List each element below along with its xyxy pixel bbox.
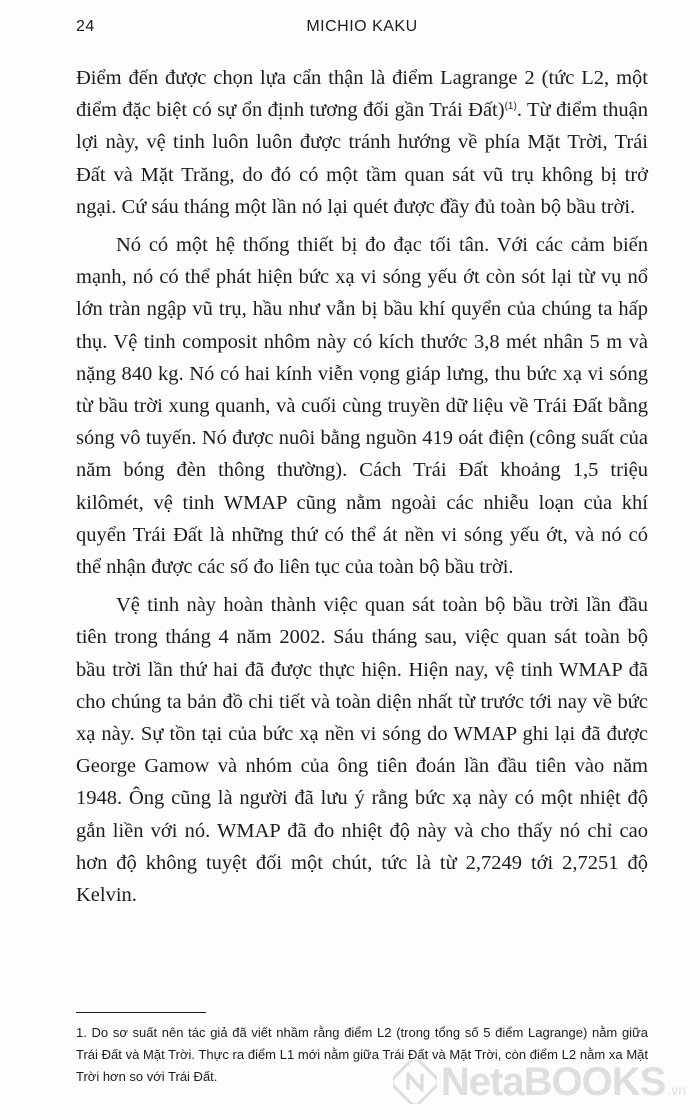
paragraph-3: Vệ tinh này hoàn thành việc quan sát toàn bộ bầu trời lần đầu tiên trong tháng 4 năm 2002. Sáu tháng sau, việc quan sát toàn bộ bầu trời lần thứ hai đã được thực hiện. Hiện nay, vệ tinh WMAP đã cho chúng ta bản đồ chi tiết và toàn diện nhất từ trước tới nay về bức xạ này. Sự tồn tại của bức xạ nền vi sóng do WMAP ghi lại đã được George Gamow và nhóm của ông tiên đoán lần đầu tiên vào năm 1948. Ông cũng là người đã lưu ý rằng bức xạ này có một nhiệt độ gắn liền với nó. WMAP đã đo nhiệt độ này và cho thấy nó chỉ cao hơn độ không tuyệt đối một chút, tức là từ 2,7249 tới 2,7251 độ Kelvin. bbox=[76, 594, 648, 907]
paragraph-1-text-before: Điểm đến được chọn lựa cẩn thận là điểm Lagrange 2 (tức L2, một điểm đặc biệt có sự ổn định tương đối gần Trái Đất) bbox=[76, 67, 648, 122]
watermark-domain: .vn bbox=[667, 1082, 686, 1098]
footnote-divider bbox=[76, 1012, 206, 1013]
paragraph-1 bbox=[76, 62, 648, 223]
netabooks-logo-icon bbox=[393, 1060, 437, 1104]
paragraph-1-text-after: . Từ điểm thuận lợi này, vệ tinh luôn luôn được tránh hướng về phía Mặt Trời, Trái Đất và Mặt Trăng, do đó có một tầm quan sát vũ trụ không bị trở ngại. Cứ sáu tháng một lần nó lại quét được đầy đủ toàn bộ bầu trời. bbox=[76, 99, 648, 218]
watermark-brand: NetaBOOKS bbox=[440, 1059, 666, 1104]
page-number: 24 bbox=[76, 18, 95, 35]
page-header bbox=[76, 18, 648, 46]
paragraph-2: Nó có một hệ thống thiết bị đo đạc tối tân. Với các cảm biến mạnh, nó có thể phát hiện bức xạ vi sóng yếu ớt còn sót lại từ vụ nổ lớn tràn ngập vũ trụ, hầu như vẫn bị bầu khí quyển của chúng ta hấp thụ. Vệ tinh composit nhôm này có kích thước 3,8 mét nhân 5 m và nặng 840 kg. Nó có hai kính viễn vọng giáp lưng, thu bức xạ vi sóng từ bầu trời xung quanh, và cuối cùng truyền dữ liệu về Trái Đất bằng sóng vô tuyến. Nó được nuôi bằng nguồn 419 oát điện (công suất của năm bóng đèn thông thường). Cách Trái Đất khoảng 1,5 triệu kilômét, vệ tinh WMAP cũng nằm ngoài các nhiễu loạn của khí quyển Trái Đất là những thứ có thể át nền vi sóng yếu ớt, và nó có thể nhận được các số đo liên tục của toàn bộ bầu trời. bbox=[76, 234, 648, 579]
footnote-reference: (1) bbox=[504, 101, 517, 113]
footnote: 1. Do sơ suất nên tác giả đã viết nhầm rằng điểm L2 (trong tổng số 5 điểm Lagrange) nằm giữa Trái Đất và Mặt Trời. Thực ra điểm L1 mới nằm giữa Trái Đất và Mặt Trời, còn điểm L2 nằm xa Mặt Trời hơn so với Trái Đất. bbox=[76, 1025, 648, 1084]
running-head-author: MICHIO KAKU bbox=[306, 18, 418, 35]
body-text bbox=[76, 62, 648, 917]
watermark bbox=[393, 1058, 686, 1106]
